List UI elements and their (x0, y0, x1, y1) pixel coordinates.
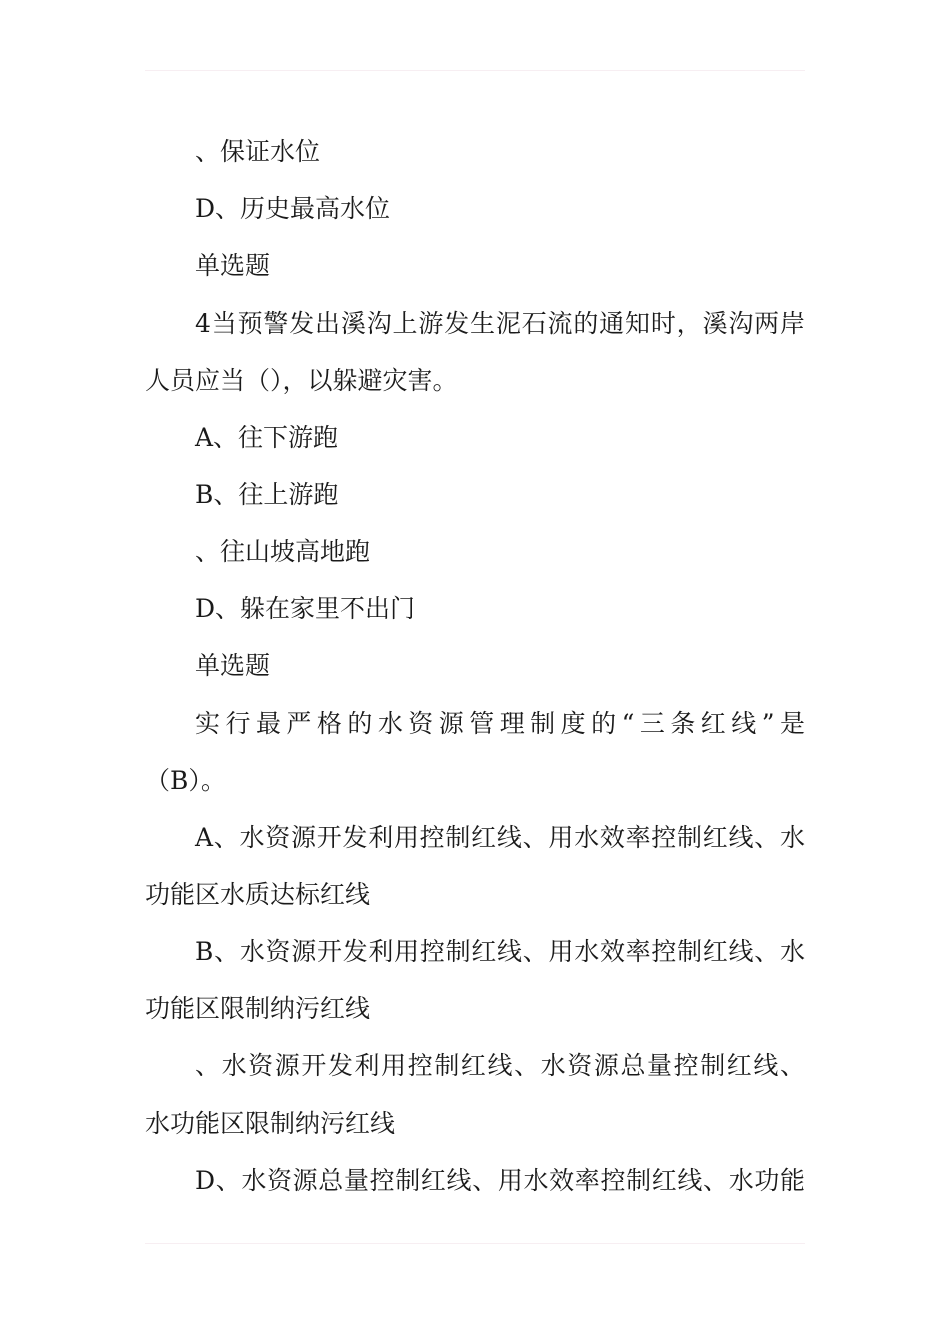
question-type-label: 单选题 (195, 651, 271, 680)
option-a-q4: A、往下游跑 (195, 423, 339, 452)
option-b-q5: B、水资源开发利用控制红线、用水效率控制红线、水 (195, 937, 805, 966)
question-5-text: 实行最严格的水资源管理制度的“三条红线”是 (195, 709, 805, 738)
option-d-q4: D、躲在家里不出门 (195, 594, 416, 623)
option-b-q4: B、往上游跑 (195, 480, 339, 509)
question-4-text: 4当预警发出溪沟上游发生泥石流的通知时，溪沟两岸 (195, 309, 805, 338)
option-c-q4: 、往山坡高地跑 (195, 537, 371, 566)
footer-rule (145, 1243, 805, 1244)
header-rule (145, 70, 805, 71)
option-c-q5-cont: 水功能区限制纳污红线 (145, 1109, 396, 1138)
option-a-q5-cont: 功能区水质达标红线 (145, 880, 371, 909)
option-b-q5-cont: 功能区限制纳污红线 (145, 994, 371, 1023)
option-a-q5: A、水资源开发利用控制红线、用水效率控制红线、水 (195, 823, 805, 852)
question-5-text-cont: （B）。 (145, 766, 226, 795)
option-c-q5: 、水资源开发利用控制红线、水资源总量控制红线、 (195, 1051, 805, 1080)
question-4-text-cont: 人员应当（），以躲避灾害。 (145, 366, 458, 395)
question-type-label: 单选题 (195, 251, 271, 280)
option-d-q3: D、历史最高水位 (195, 194, 391, 223)
option-d-q5: D、水资源总量控制红线、用水效率控制红线、水功能 (195, 1166, 805, 1195)
option-c-q3: 、保证水位 (195, 137, 321, 166)
